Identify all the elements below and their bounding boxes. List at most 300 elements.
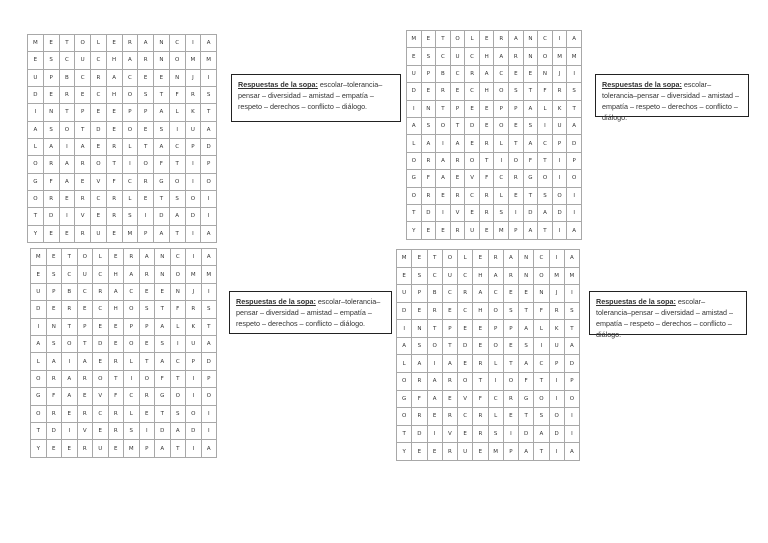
- grid-cell: F: [46, 388, 62, 405]
- grid-cell: O: [75, 35, 91, 52]
- grid-row: [397, 337, 580, 355]
- grid-cell: R: [138, 52, 154, 69]
- grid-cell: A: [567, 31, 582, 48]
- grid-cell: S: [201, 86, 217, 103]
- grid-cell: I: [552, 222, 567, 240]
- grid-cell: S: [534, 408, 549, 426]
- grid-row: [31, 405, 217, 422]
- grid-cell: G: [154, 173, 170, 190]
- grid-cell: T: [31, 423, 47, 440]
- grid-cell: P: [77, 318, 93, 335]
- grid-cell: A: [564, 250, 579, 268]
- grid-cell: E: [421, 83, 436, 100]
- grid-cell: R: [139, 266, 155, 283]
- grid-cell: R: [442, 408, 457, 426]
- grid-cell: I: [427, 425, 442, 443]
- grid-cell: I: [186, 249, 202, 266]
- grid-cell: R: [442, 373, 457, 391]
- grid-cell: D: [567, 135, 582, 152]
- grid-cell: R: [185, 86, 201, 103]
- grid-row: [397, 267, 580, 285]
- grid-cell: I: [124, 370, 140, 387]
- grid-cell: C: [436, 48, 451, 65]
- grid-row: [407, 83, 582, 100]
- grid-cell: T: [201, 318, 217, 335]
- answer-text: escolar–tolerancia–pensar – diversidad – amistad – empatía – respeto – derechos – conflicto – diálogo.: [238, 80, 383, 111]
- grid-row: [28, 121, 217, 138]
- grid-cell: C: [122, 69, 138, 86]
- grid-cell: T: [538, 222, 553, 240]
- answer-text: escolar–tolerancia–pensar – diversidad – amistad – empatía – respeto – derechos – conflicto – diálogo.: [596, 297, 734, 339]
- grid-cell: S: [523, 118, 538, 135]
- grid-cell: F: [106, 173, 122, 190]
- grid-cell: U: [465, 222, 480, 240]
- grid-cell: N: [154, 35, 170, 52]
- grid-cell: R: [494, 31, 509, 48]
- grid-cell: E: [523, 65, 538, 82]
- grid-cell: S: [201, 301, 217, 318]
- grid-cell: R: [124, 249, 140, 266]
- answer-box-2: [595, 74, 749, 122]
- grid-cell: E: [412, 302, 427, 320]
- grid-cell: D: [549, 425, 564, 443]
- grid-row: [28, 225, 217, 242]
- grid-cell: E: [155, 283, 171, 300]
- grid-cell: O: [509, 152, 524, 169]
- grid-cell: S: [538, 187, 553, 204]
- grid-cell: A: [519, 443, 534, 461]
- grid-cell: I: [436, 135, 451, 152]
- grid-cell: F: [169, 86, 185, 103]
- grid-cell: T: [523, 187, 538, 204]
- grid-cell: H: [106, 86, 122, 103]
- grid-row: [28, 104, 217, 121]
- grid-cell: R: [473, 425, 488, 443]
- grid-cell: N: [155, 266, 171, 283]
- grid-cell: U: [450, 48, 465, 65]
- grid-cell: R: [421, 152, 436, 169]
- grid-cell: D: [31, 301, 47, 318]
- grid-cell: M: [201, 52, 217, 69]
- grid-cell: T: [77, 336, 93, 353]
- grid-cell: S: [46, 336, 62, 353]
- grid-row: [407, 205, 582, 222]
- grid-cell: L: [93, 249, 109, 266]
- grid-cell: P: [201, 370, 217, 387]
- answer-heading: Respuestas de la sopa:: [596, 297, 676, 306]
- grid-cell: E: [442, 302, 457, 320]
- grid-cell: I: [28, 104, 44, 121]
- grid-cell: I: [552, 31, 567, 48]
- grid-row: [31, 301, 217, 318]
- grid-cell: M: [397, 250, 412, 268]
- grid-cell: S: [509, 83, 524, 100]
- grid-cell: O: [488, 302, 503, 320]
- grid-cell: O: [59, 121, 75, 138]
- grid-cell: E: [77, 388, 93, 405]
- word-search-grid-3: [30, 248, 217, 458]
- grid-cell: A: [436, 170, 451, 187]
- grid-cell: R: [465, 65, 480, 82]
- grid-cell: C: [488, 285, 503, 303]
- grid-cell: T: [503, 355, 518, 373]
- grid-cell: M: [549, 267, 564, 285]
- grid-cell: S: [567, 83, 582, 100]
- grid-cell: O: [28, 156, 44, 173]
- grid-cell: C: [538, 135, 553, 152]
- grid-row: [397, 302, 580, 320]
- grid-cell: S: [154, 121, 170, 138]
- grid-cell: S: [421, 48, 436, 65]
- grid-cell: A: [421, 135, 436, 152]
- grid-cell: A: [62, 388, 78, 405]
- grid-cell: D: [154, 208, 170, 225]
- grid-cell: C: [91, 190, 107, 207]
- grid-cell: L: [91, 35, 107, 52]
- grid-cell: I: [59, 208, 75, 225]
- grid-cell: A: [564, 443, 579, 461]
- grid-cell: F: [108, 388, 124, 405]
- grid-cell: A: [59, 156, 75, 173]
- grid-cell: I: [185, 225, 201, 242]
- grid-cell: I: [552, 152, 567, 169]
- grid-cell: H: [473, 302, 488, 320]
- grid-cell: A: [201, 336, 217, 353]
- grid-row: [28, 190, 217, 207]
- grid-cell: S: [421, 118, 436, 135]
- grid-cell: U: [31, 283, 47, 300]
- grid-cell: A: [139, 249, 155, 266]
- grid-cell: J: [186, 283, 202, 300]
- grid-cell: G: [31, 388, 47, 405]
- grid-cell: D: [93, 336, 109, 353]
- grid-row: [397, 443, 580, 461]
- grid-cell: E: [442, 390, 457, 408]
- grid-cell: C: [170, 353, 186, 370]
- grid-cell: F: [538, 83, 553, 100]
- grid-cell: V: [91, 173, 107, 190]
- grid-cell: A: [122, 52, 138, 69]
- grid-cell: E: [473, 320, 488, 338]
- grid-cell: O: [31, 405, 47, 422]
- grid-cell: U: [185, 121, 201, 138]
- grid-cell: N: [523, 31, 538, 48]
- grid-cell: A: [519, 355, 534, 373]
- grid-cell: E: [465, 100, 480, 117]
- grid-cell: T: [436, 100, 451, 117]
- grid-cell: J: [185, 69, 201, 86]
- grid-cell: V: [442, 425, 457, 443]
- grid-cell: E: [465, 135, 480, 152]
- grid-cell: J: [552, 65, 567, 82]
- grid-cell: T: [170, 440, 186, 458]
- grid-cell: A: [124, 266, 140, 283]
- grid-row: [31, 336, 217, 353]
- grid-cell: A: [201, 249, 217, 266]
- grid-cell: E: [473, 443, 488, 461]
- grid-cell: F: [170, 301, 186, 318]
- grid-row: [407, 31, 582, 48]
- grid-cell: E: [421, 31, 436, 48]
- grid-cell: E: [108, 440, 124, 458]
- grid-row: [397, 408, 580, 426]
- grid-row: [28, 156, 217, 173]
- grid-cell: E: [77, 301, 93, 318]
- grid-cell: P: [43, 69, 59, 86]
- grid-cell: S: [46, 266, 62, 283]
- grid-cell: C: [93, 301, 109, 318]
- grid-row: [397, 250, 580, 268]
- grid-cell: E: [479, 31, 494, 48]
- grid-cell: V: [93, 388, 109, 405]
- grid-cell: V: [77, 423, 93, 440]
- grid-cell: R: [509, 170, 524, 187]
- grid-cell: E: [509, 118, 524, 135]
- grid-cell: E: [59, 190, 75, 207]
- grid-cell: P: [509, 222, 524, 240]
- grid-cell: C: [75, 69, 91, 86]
- grid-cell: E: [458, 425, 473, 443]
- grid-cell: I: [538, 118, 553, 135]
- grid-cell: E: [93, 353, 109, 370]
- grid-cell: T: [564, 320, 579, 338]
- grid-cell: E: [108, 249, 124, 266]
- grid-cell: D: [185, 208, 201, 225]
- grid-cell: P: [412, 285, 427, 303]
- grid-cell: L: [465, 31, 480, 48]
- grid-cell: C: [91, 86, 107, 103]
- grid-cell: O: [567, 170, 582, 187]
- grid-cell: R: [43, 156, 59, 173]
- grid-cell: C: [534, 250, 549, 268]
- grid-cell: L: [397, 355, 412, 373]
- grid-cell: O: [169, 52, 185, 69]
- grid-cell: M: [564, 267, 579, 285]
- grid-cell: O: [442, 250, 457, 268]
- grid-cell: E: [154, 69, 170, 86]
- grid-cell: E: [91, 208, 107, 225]
- grid-cell: E: [503, 337, 518, 355]
- grid-cell: S: [170, 405, 186, 422]
- grid-cell: M: [185, 52, 201, 69]
- grid-cell: O: [124, 301, 140, 318]
- grid-row: [28, 35, 217, 52]
- grid-cell: T: [442, 337, 457, 355]
- grid-cell: L: [538, 100, 553, 117]
- grid-cell: K: [552, 100, 567, 117]
- grid-cell: L: [28, 138, 44, 155]
- grid-cell: P: [186, 353, 202, 370]
- grid-cell: U: [93, 440, 109, 458]
- grid-cell: D: [91, 121, 107, 138]
- grid-cell: A: [567, 118, 582, 135]
- grid-cell: P: [442, 320, 457, 338]
- grid-cell: E: [91, 104, 107, 121]
- grid-cell: S: [155, 336, 171, 353]
- grid-cell: E: [106, 225, 122, 242]
- grid-cell: C: [93, 405, 109, 422]
- grid-cell: L: [124, 405, 140, 422]
- grid-row: [397, 320, 580, 338]
- grid-cell: I: [201, 405, 217, 422]
- grid-cell: P: [46, 283, 62, 300]
- grid-cell: I: [169, 121, 185, 138]
- grid-cell: G: [519, 390, 534, 408]
- grid-cell: E: [479, 222, 494, 240]
- grid-row: [397, 390, 580, 408]
- grid-row: [397, 285, 580, 303]
- grid-cell: S: [503, 302, 518, 320]
- grid-cell: E: [43, 225, 59, 242]
- grid-cell: E: [46, 440, 62, 458]
- grid-cell: T: [169, 156, 185, 173]
- grid-cell: L: [494, 187, 509, 204]
- grid-cell: R: [93, 283, 109, 300]
- grid-cell: L: [122, 138, 138, 155]
- grid-cell: L: [488, 355, 503, 373]
- grid-cell: H: [479, 83, 494, 100]
- grid-cell: F: [534, 302, 549, 320]
- grid-cell: R: [91, 69, 107, 86]
- grid-cell: E: [458, 320, 473, 338]
- grid-cell: A: [169, 208, 185, 225]
- grid-cell: O: [494, 83, 509, 100]
- grid-cell: A: [155, 353, 171, 370]
- grid-cell: N: [46, 318, 62, 335]
- grid-cell: S: [139, 301, 155, 318]
- grid-cell: T: [534, 373, 549, 391]
- grid-cell: E: [75, 86, 91, 103]
- grid-cell: E: [108, 318, 124, 335]
- grid-cell: R: [75, 190, 91, 207]
- grid-cell: I: [201, 208, 217, 225]
- grid-cell: L: [458, 250, 473, 268]
- grid-cell: O: [450, 31, 465, 48]
- grid-cell: O: [185, 190, 201, 207]
- grid-cell: O: [397, 373, 412, 391]
- grid-cell: O: [170, 266, 186, 283]
- grid-cell: R: [503, 390, 518, 408]
- grid-cell: I: [186, 440, 202, 458]
- grid-cell: C: [450, 65, 465, 82]
- grid-cell: R: [106, 208, 122, 225]
- grid-cell: O: [407, 187, 422, 204]
- grid-cell: S: [122, 208, 138, 225]
- grid-row: [407, 118, 582, 135]
- grid-cell: E: [139, 336, 155, 353]
- grid-cell: T: [155, 405, 171, 422]
- grid-cell: Y: [407, 222, 422, 240]
- grid-cell: M: [488, 443, 503, 461]
- grid-cell: H: [106, 52, 122, 69]
- grid-cell: O: [397, 408, 412, 426]
- grid-cell: C: [488, 390, 503, 408]
- grid-cell: E: [46, 301, 62, 318]
- grid-cell: T: [75, 121, 91, 138]
- grid-cell: A: [412, 355, 427, 373]
- grid-row: [397, 425, 580, 443]
- grid-cell: P: [185, 138, 201, 155]
- grid-cell: A: [503, 250, 518, 268]
- grid-cell: A: [473, 285, 488, 303]
- grid-row: [407, 48, 582, 65]
- grid-cell: S: [138, 86, 154, 103]
- grid-cell: E: [139, 283, 155, 300]
- grid-row: [28, 173, 217, 190]
- grid-cell: U: [91, 225, 107, 242]
- grid-cell: T: [427, 250, 442, 268]
- grid-cell: E: [450, 170, 465, 187]
- grid-cell: M: [201, 266, 217, 283]
- grid-cell: M: [28, 35, 44, 52]
- grid-row: [31, 266, 217, 283]
- grid-cell: A: [154, 104, 170, 121]
- grid-cell: E: [139, 405, 155, 422]
- grid-cell: H: [108, 301, 124, 318]
- grid-cell: F: [155, 370, 171, 387]
- grid-cell: S: [124, 423, 140, 440]
- grid-cell: R: [436, 83, 451, 100]
- grid-cell: U: [549, 337, 564, 355]
- grid-cell: R: [458, 285, 473, 303]
- grid-cell: C: [124, 283, 140, 300]
- grid-cell: M: [567, 48, 582, 65]
- grid-cell: I: [186, 388, 202, 405]
- grid-cell: E: [93, 423, 109, 440]
- grid-cell: I: [201, 69, 217, 86]
- grid-cell: I: [186, 370, 202, 387]
- grid-cell: C: [458, 302, 473, 320]
- grid-cell: T: [138, 138, 154, 155]
- grid-cell: O: [139, 370, 155, 387]
- answer-box-4: [589, 291, 747, 339]
- grid-cell: M: [31, 249, 47, 266]
- grid-cell: H: [473, 267, 488, 285]
- grid-cell: R: [139, 388, 155, 405]
- grid-cell: P: [503, 443, 518, 461]
- grid-cell: O: [186, 405, 202, 422]
- grid-cell: P: [549, 355, 564, 373]
- grid-cell: P: [494, 100, 509, 117]
- grid-cell: D: [201, 353, 217, 370]
- grid-cell: I: [139, 423, 155, 440]
- grid-cell: D: [201, 138, 217, 155]
- grid-cell: A: [523, 222, 538, 240]
- grid-cell: R: [77, 440, 93, 458]
- grid-cell: G: [407, 170, 422, 187]
- grid-cell: O: [427, 337, 442, 355]
- grid-cell: A: [509, 31, 524, 48]
- grid-cell: D: [519, 425, 534, 443]
- grid-cell: L: [124, 353, 140, 370]
- grid-cell: T: [59, 35, 75, 52]
- grid-cell: F: [412, 390, 427, 408]
- grid-cell: I: [564, 408, 579, 426]
- grid-cell: A: [28, 121, 44, 138]
- grid-cell: A: [427, 373, 442, 391]
- grid-cell: C: [465, 187, 480, 204]
- grid-cell: E: [46, 249, 62, 266]
- grid-cell: C: [170, 249, 186, 266]
- grid-cell: Y: [397, 443, 412, 461]
- grid-cell: R: [77, 405, 93, 422]
- grid-cell: O: [552, 187, 567, 204]
- grid-cell: P: [138, 225, 154, 242]
- grid-cell: S: [169, 190, 185, 207]
- grid-cell: O: [436, 118, 451, 135]
- grid-cell: R: [479, 135, 494, 152]
- grid-cell: A: [77, 353, 93, 370]
